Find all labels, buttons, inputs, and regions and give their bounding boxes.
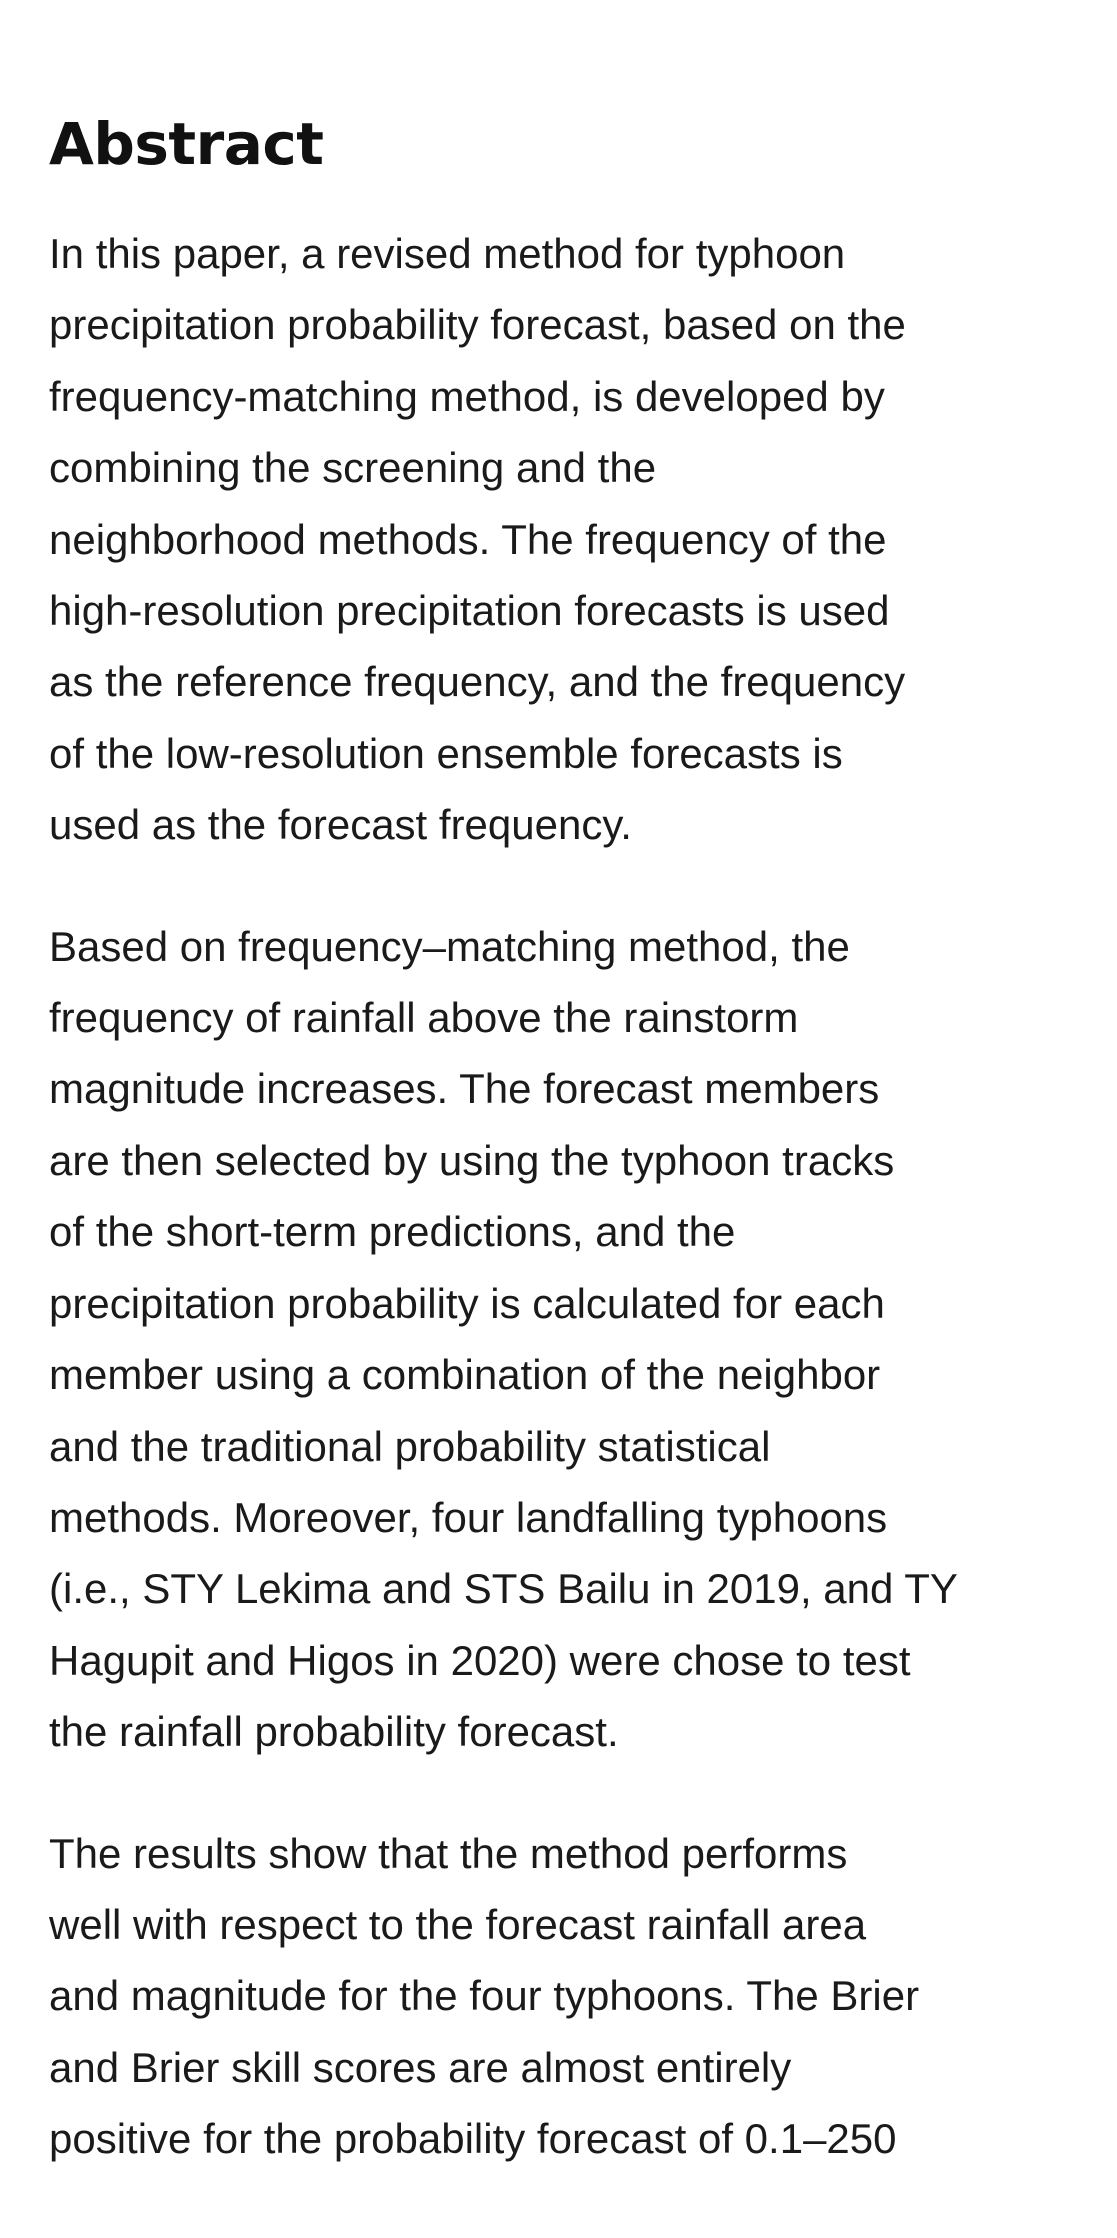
text-line: The results show that the method performs: [49, 1829, 848, 1877]
text-line: and Brier skill scores are almost entirely: [49, 2043, 792, 2091]
text-line: the rainfall probability forecast.: [49, 1708, 619, 1756]
text-line: member using a combination of the neighbor: [49, 1351, 881, 1399]
text-line: used as the forecast frequency.: [49, 801, 632, 849]
text-line: and the traditional probability statistical: [49, 1422, 771, 1470]
abstract-paragraph-3: [49, 1818, 1089, 2175]
text-line: magnitude increases. The forecast members: [49, 1065, 880, 1113]
abstract-paragraph-2: [49, 911, 1089, 1768]
text-line: frequency of rainfall above the rainstorm: [49, 994, 799, 1042]
text-line: methods. Moreover, four landfalling typhoons: [49, 1493, 888, 1541]
text-line: high-resolution precipitation forecasts is used: [49, 587, 890, 635]
text-line: positive for the probability forecast of 0.1–250: [49, 2115, 897, 2163]
text-line: Hagupit and Higos in 2020) were chose to test: [49, 1636, 911, 1684]
text-line: as the reference frequency, and the frequency: [49, 658, 906, 706]
text-line: precipitation probability forecast, based on the: [49, 301, 906, 349]
abstract-heading: Abstract: [49, 110, 324, 178]
text-line: Based on frequency–matching method, the: [49, 922, 850, 970]
text-line: of the short-term predictions, and the: [49, 1208, 736, 1256]
text-line: neighborhood methods. The frequency of the: [49, 515, 887, 563]
text-line: combining the screening and the: [49, 444, 657, 492]
text-line: (i.e., STY Lekima and STS Bailu in 2019, and TY: [49, 1565, 958, 1613]
abstract-paragraph-1: [49, 218, 1089, 861]
text-line: of the low-resolution ensemble forecasts is: [49, 729, 843, 777]
text-line: precipitation probability is calculated for each: [49, 1279, 885, 1327]
text-line: and magnitude for the four typhoons. The Brier: [49, 1972, 920, 2020]
text-line: frequency-matching method, is developed by: [49, 372, 885, 420]
abstract-section: [49, 98, 1089, 2225]
text-line: well with respect to the forecast rainfall area: [49, 1900, 867, 1948]
text-line: are then selected by using the typhoon tracks: [49, 1136, 895, 1184]
text-line: In this paper, a revised method for typhoon: [49, 230, 846, 277]
